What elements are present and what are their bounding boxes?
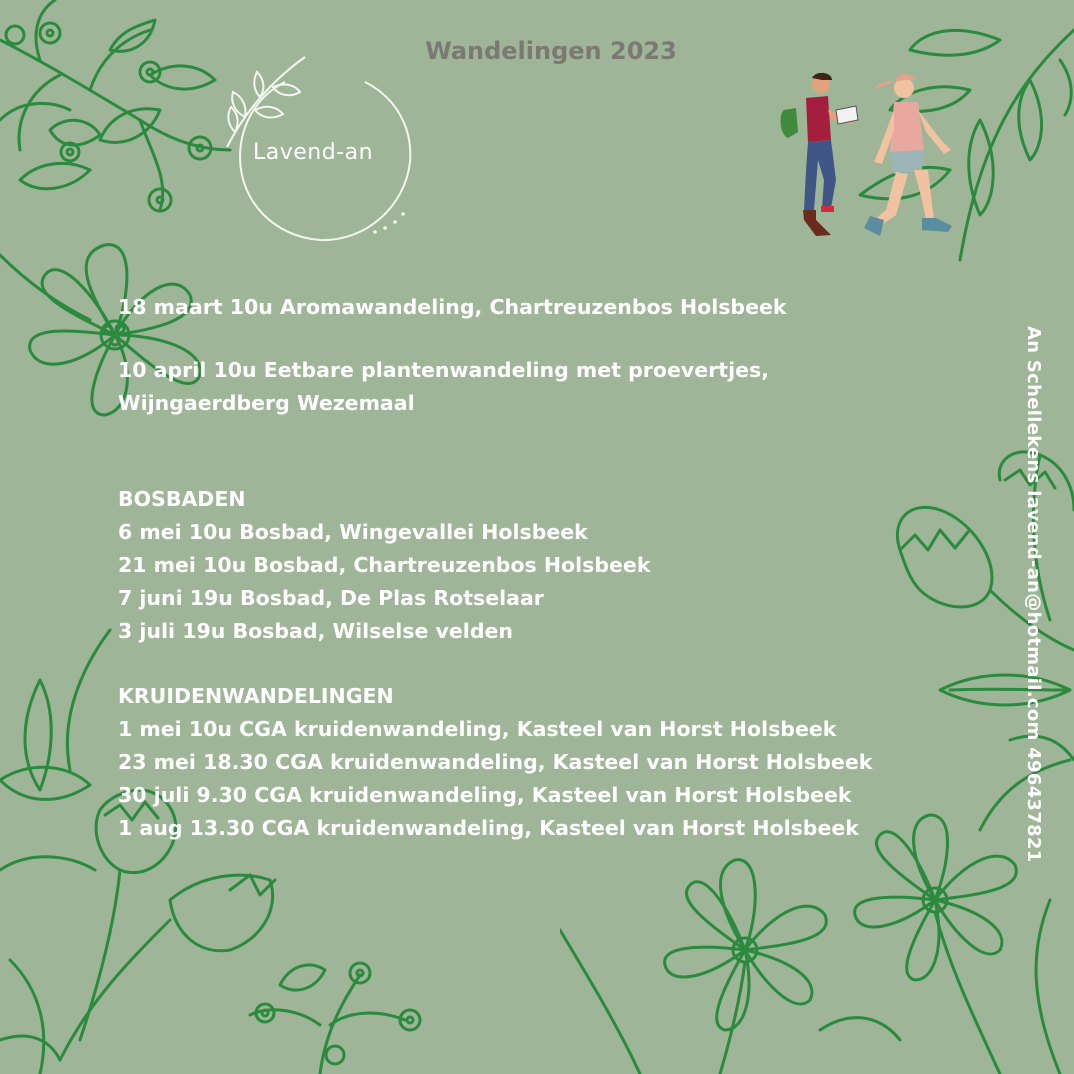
page-title: Wandelingen 2023	[425, 37, 677, 65]
event-eetbare-plantenwandeling: 10 april 10u Eetbare plantenwandeling met proevertjes,	[118, 358, 769, 382]
event-aromawandeling: 18 maart 10u Aromawandeling, Chartreuzenbos Holsbeek	[118, 295, 787, 319]
bosbad-item: 3 juli 19u Bosbad, Wilselse velden	[118, 619, 513, 643]
schedule	[118, 291, 872, 845]
contact-info	[1022, 326, 1046, 886]
kruidenwandeling-item: 23 mei 18.30 CGA kruidenwandeling, Kasteel van Horst Holsbeek	[118, 750, 873, 774]
bosbad-item: 7 juni 19u Bosbad, De Plas Rotselaar	[118, 586, 544, 610]
berry-branch-top-left-icon	[0, 0, 240, 220]
logo-text: Lavend-an	[253, 140, 374, 165]
kruidenwandeling-item: 30 juli 9.30 CGA kruidenwandeling, Kasteel van Horst Holsbeek	[118, 783, 852, 807]
hikers-illustration	[776, 70, 966, 250]
kruidenwandeling-item: 1 mei 10u CGA kruidenwandeling, Kasteel van Horst Holsbeek	[118, 717, 837, 741]
bosbad-item: 21 mei 10u Bosbad, Chartreuzenbos Holsbeek	[118, 553, 651, 577]
berry-branch-bottom-icon	[230, 955, 430, 1074]
section-heading-kruidenwandelingen: KRUIDENWANDELINGEN	[118, 684, 394, 708]
contact-text: An Schellekens lavend-an@hotmail.com 496437821	[1023, 326, 1044, 863]
section-heading-bosbaden: BOSBADEN	[118, 487, 246, 511]
bosbad-item: 6 mei 10u Bosbad, Wingevallei Holsbeek	[118, 520, 588, 544]
event-eetbare-plantenwandeling-location: Wijngaerdberg Wezemaal	[118, 391, 415, 415]
kruidenwandeling-item: 1 aug 13.30 CGA kruidenwandeling, Kasteel van Horst Holsbeek	[118, 816, 859, 840]
